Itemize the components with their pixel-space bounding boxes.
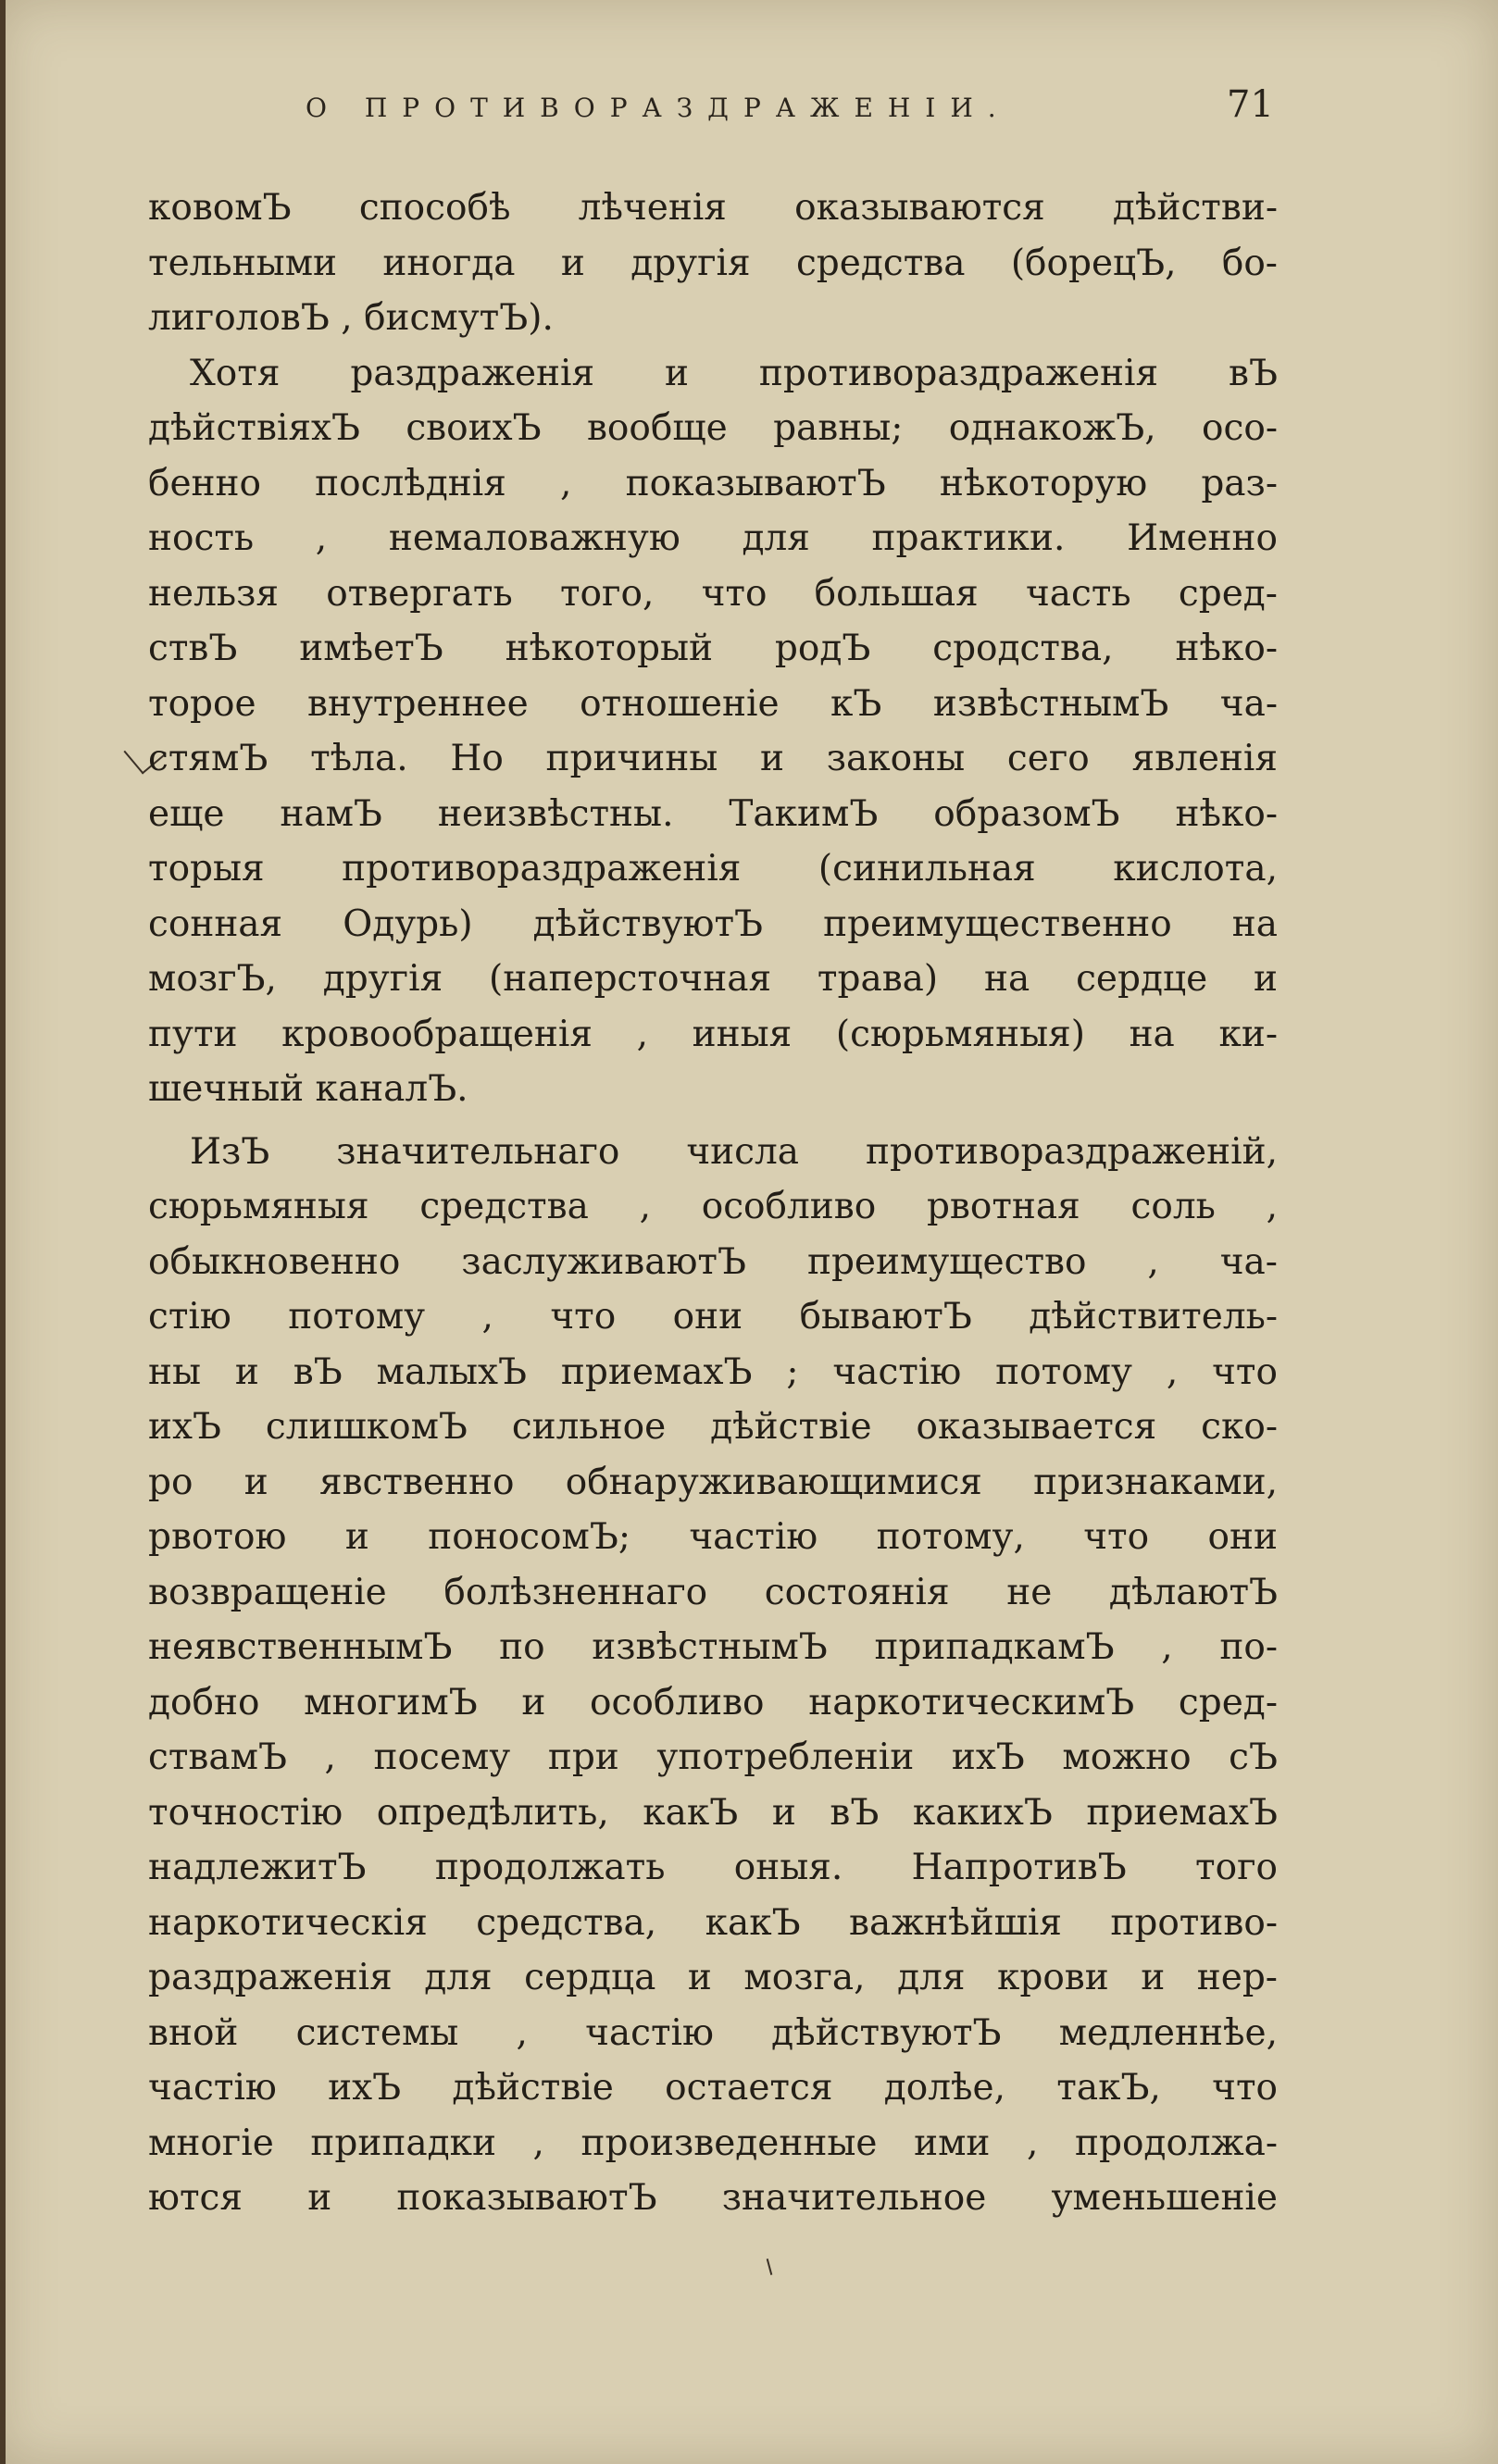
text-line: тельными иногда и другія средства (борецЪ, бо- bbox=[148, 242, 1278, 284]
text-line: ны и вЪ малыхЪ приемахЪ ; частію потому , что bbox=[148, 1350, 1278, 1393]
paragraph-gap bbox=[148, 1117, 1278, 1125]
text-line: раздраженія для сердца и мозга, для крови и нер- bbox=[148, 1957, 1278, 1998]
text-line: мозгЪ, другія (наперсточная трава) на сердце и bbox=[148, 958, 1278, 1000]
running-head: О ПРОТИВОРАЗДРАЖЕНІИ. bbox=[306, 93, 1011, 123]
text-line: вной системы , частію дѣйствуютЪ медленнѣе, bbox=[148, 2011, 1278, 2054]
text-line: стію потому , что они бываютЪ дѣйствитель- bbox=[148, 1296, 1278, 1338]
body-text bbox=[148, 180, 1278, 2226]
text-line: ются и показываютЪ значительное уменьшеніе bbox=[148, 2177, 1278, 2219]
text-line: ность , немаловажную для практики. Именно bbox=[148, 517, 1278, 559]
text-line: ковомЪ способѣ лѣченія оказываются дѣйстви- bbox=[148, 187, 1278, 229]
text-line: рвотою и поносомЪ; частію потому, что они bbox=[148, 1516, 1278, 1558]
text-line: еще намЪ неизвѣстны. ТакимЪ образомЪ нѣко- bbox=[148, 792, 1278, 835]
page-number: 71 bbox=[1227, 83, 1274, 126]
text-line: дѣйствіяхЪ своихЪ вообще равны; однакожЪ, осо- bbox=[148, 407, 1278, 449]
text-line: ствамЪ , посему при употребленіи ихЪ можно сЪ bbox=[148, 1736, 1278, 1778]
binding-edge bbox=[0, 0, 6, 2464]
text-line: сюрьмяныя средства , особливо рвотная соль , bbox=[148, 1186, 1278, 1227]
text-line: наркотическія средства, какЪ важнѣйшія противо- bbox=[148, 1901, 1278, 1944]
text-line: точностію опредѣлить, какЪ и вЪ какихЪ приемахЪ bbox=[148, 1791, 1278, 1834]
paragraph-1 bbox=[148, 180, 1278, 346]
text-line: добно многимЪ и особливо наркотическимЪ сред- bbox=[148, 1681, 1278, 1724]
text-line: нельзя отвергать того, что большая часть сред- bbox=[148, 572, 1278, 615]
text-line: лиголовЪ , бисмутЪ). bbox=[148, 297, 554, 339]
text-line: сонная Одурь) дѣйствуютЪ преимущественно на bbox=[148, 902, 1278, 945]
text-line: торое внутреннее отношеніе кЪ извѣстнымЪ ча- bbox=[148, 682, 1278, 725]
text-line: ствЪ имѣетЪ нѣкоторый родЪ сродства, нѣко- bbox=[148, 628, 1278, 669]
text-line: частію ихЪ дѣйствіе остается долѣе, такЪ, что bbox=[148, 2067, 1278, 2109]
bottom-mark bbox=[767, 2259, 773, 2275]
text-line: надлежитЪ продолжать оныя. НапротивЪ того bbox=[148, 1847, 1278, 1888]
text-line: стямЪ тѣла. Но причины и законы сего явленія bbox=[148, 738, 1278, 779]
text-line: бенно послѣднія , показываютЪ нѣкоторую раз- bbox=[148, 462, 1278, 504]
paragraph-2 bbox=[148, 346, 1278, 1117]
text-line: ИзЪ значительнаго числа противораздраженій, bbox=[190, 1130, 1278, 1173]
text-line: Хотя раздраженія и противораздраженія вЪ bbox=[190, 352, 1278, 394]
text-line: неявственнымЪ по извѣстнымЪ припадкамЪ , по- bbox=[148, 1626, 1278, 1668]
paragraph-3 bbox=[148, 1125, 1278, 2226]
text-line: торыя противораздраженія (синильная кислота, bbox=[148, 848, 1278, 890]
text-line: пути кровообращенія , иныя (сюрьмяныя) на ки- bbox=[148, 1013, 1278, 1055]
text-line: обыкновенно заслуживаютЪ преимущество , ча- bbox=[148, 1240, 1278, 1283]
text-line: шечный каналЪ. bbox=[148, 1068, 468, 1110]
text-line: ро и явственно обнаруживающимися признаками, bbox=[148, 1461, 1278, 1503]
text-line: многіе припадки , произведенные ими , продолжа- bbox=[148, 2122, 1278, 2164]
text-line: ихЪ слишкомЪ сильное дѣйствіе оказывается ско- bbox=[148, 1406, 1278, 1448]
text-line: возвращеніе болѣзненнаго состоянія не дѣлаютЪ bbox=[148, 1571, 1278, 1613]
